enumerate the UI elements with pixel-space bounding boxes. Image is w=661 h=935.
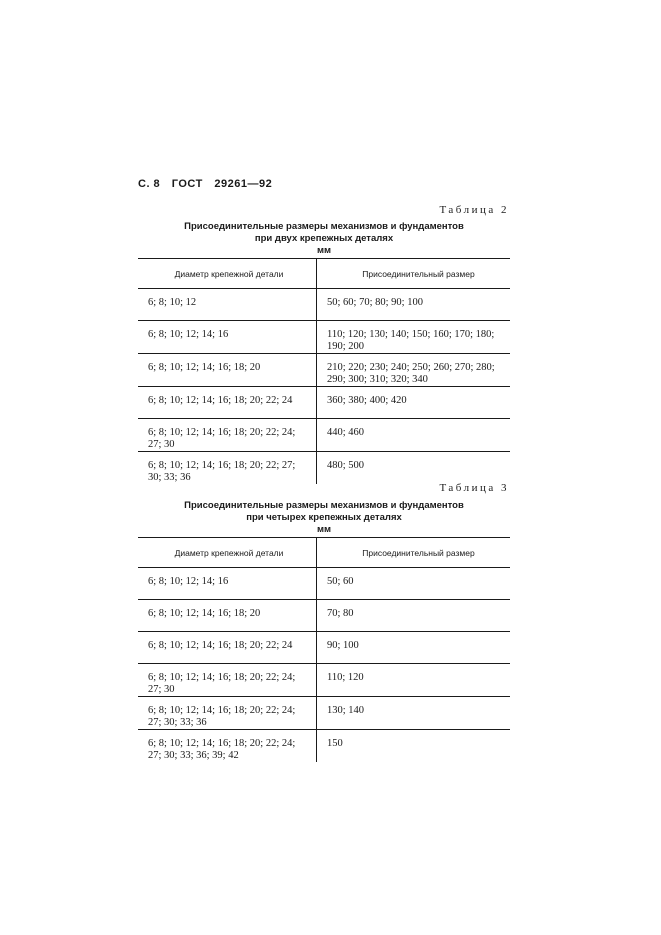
table-row xyxy=(138,387,510,419)
table-row xyxy=(138,697,510,730)
diameter-cell: 6; 8; 10; 12; 14; 16; 18; 20; 22; 27; 30; 33; 36 xyxy=(148,460,296,483)
standard-name: ГОСТ xyxy=(171,178,203,190)
table3-label: Таблица 3 xyxy=(439,482,509,494)
size-cell: 210; 220; 230; 240; 250; 260; 270; 280; 290; 300; 310; 320; 340 xyxy=(327,362,495,385)
diameter-cell: 6; 8; 10; 12; 14; 16; 18; 20 xyxy=(148,362,261,373)
table2-units: мм xyxy=(316,245,332,256)
table-row xyxy=(138,568,510,600)
standard-number: 29261—92 xyxy=(214,178,273,190)
size-cell: 50; 60; 70; 80; 90; 100 xyxy=(327,297,423,308)
table-row xyxy=(138,321,510,354)
page-header xyxy=(138,178,280,190)
table2-caption-line1: Присоединительные размеры механизмов и фундаментов xyxy=(184,221,464,232)
table3-caption-line2: при четырех крепежных деталях xyxy=(246,512,402,523)
table-row xyxy=(138,289,510,321)
size-cell: 110; 120; 130; 140; 150; 160; 170; 180; 190; 200 xyxy=(327,329,495,352)
diameter-cell: 6; 8; 10; 12; 14; 16; 18; 20; 22; 24 xyxy=(148,640,293,651)
table3-caption-line1: Присоединительные размеры механизмов и фундаментов xyxy=(184,500,464,511)
size-cell: 130; 140 xyxy=(327,705,365,716)
diameter-cell: 6; 8; 10; 12; 14; 16; 18; 20; 22; 24 xyxy=(148,395,293,406)
size-cell: 360; 380; 400; 420 xyxy=(327,395,407,406)
table3-header-diameter: Диаметр крепежной детали xyxy=(138,538,317,568)
diameter-cell: 6; 8; 10; 12; 14; 16; 18; 20 xyxy=(148,608,261,619)
table-row xyxy=(138,632,510,664)
diameter-cell: 6; 8; 10; 12; 14; 16; 18; 20; 22; 24; 27; 30; 33; 36 xyxy=(148,705,296,728)
table2-header-diameter: Диаметр крепежной детали xyxy=(138,259,317,289)
table2-caption xyxy=(138,221,510,257)
diameter-cell: 6; 8; 10; 12; 14; 16; 18; 20; 22; 24; 27; 30 xyxy=(148,672,296,695)
size-cell: 50; 60 xyxy=(327,576,354,587)
diameter-cell: 6; 8; 10; 12; 14; 16 xyxy=(148,576,229,587)
size-cell: 440; 460 xyxy=(327,427,365,438)
table-row xyxy=(138,419,510,452)
table3-caption xyxy=(138,500,510,536)
table2-label: Таблица 2 xyxy=(439,204,509,216)
diameter-cell: 6; 8; 10; 12 xyxy=(148,297,197,308)
size-cell: 110; 120 xyxy=(327,672,364,683)
size-cell: 480; 500 xyxy=(327,460,365,471)
table3 xyxy=(138,537,510,762)
table-row xyxy=(138,354,510,387)
table3-units: мм xyxy=(316,524,332,535)
table2-caption-line2: при двух крепежных деталях xyxy=(254,233,394,244)
page-number: С. 8 xyxy=(138,178,161,190)
table-row xyxy=(138,600,510,632)
diameter-cell: 6; 8; 10; 12; 14; 16; 18; 20; 22; 24; 27; 30; 33; 36; 39; 42 xyxy=(148,738,296,761)
size-cell: 70; 80 xyxy=(327,608,354,619)
table2-header-size: Присоединительный размер xyxy=(317,259,511,289)
table-row xyxy=(138,730,510,763)
table-row xyxy=(138,452,510,485)
size-cell: 90; 100 xyxy=(327,640,359,651)
diameter-cell: 6; 8; 10; 12; 14; 16 xyxy=(148,329,229,340)
diameter-cell: 6; 8; 10; 12; 14; 16; 18; 20; 22; 24; 27; 30 xyxy=(148,427,296,450)
table2 xyxy=(138,258,510,484)
table-row xyxy=(138,664,510,697)
size-cell: 150 xyxy=(327,738,343,749)
table3-header-size: Присоединительный размер xyxy=(317,538,511,568)
